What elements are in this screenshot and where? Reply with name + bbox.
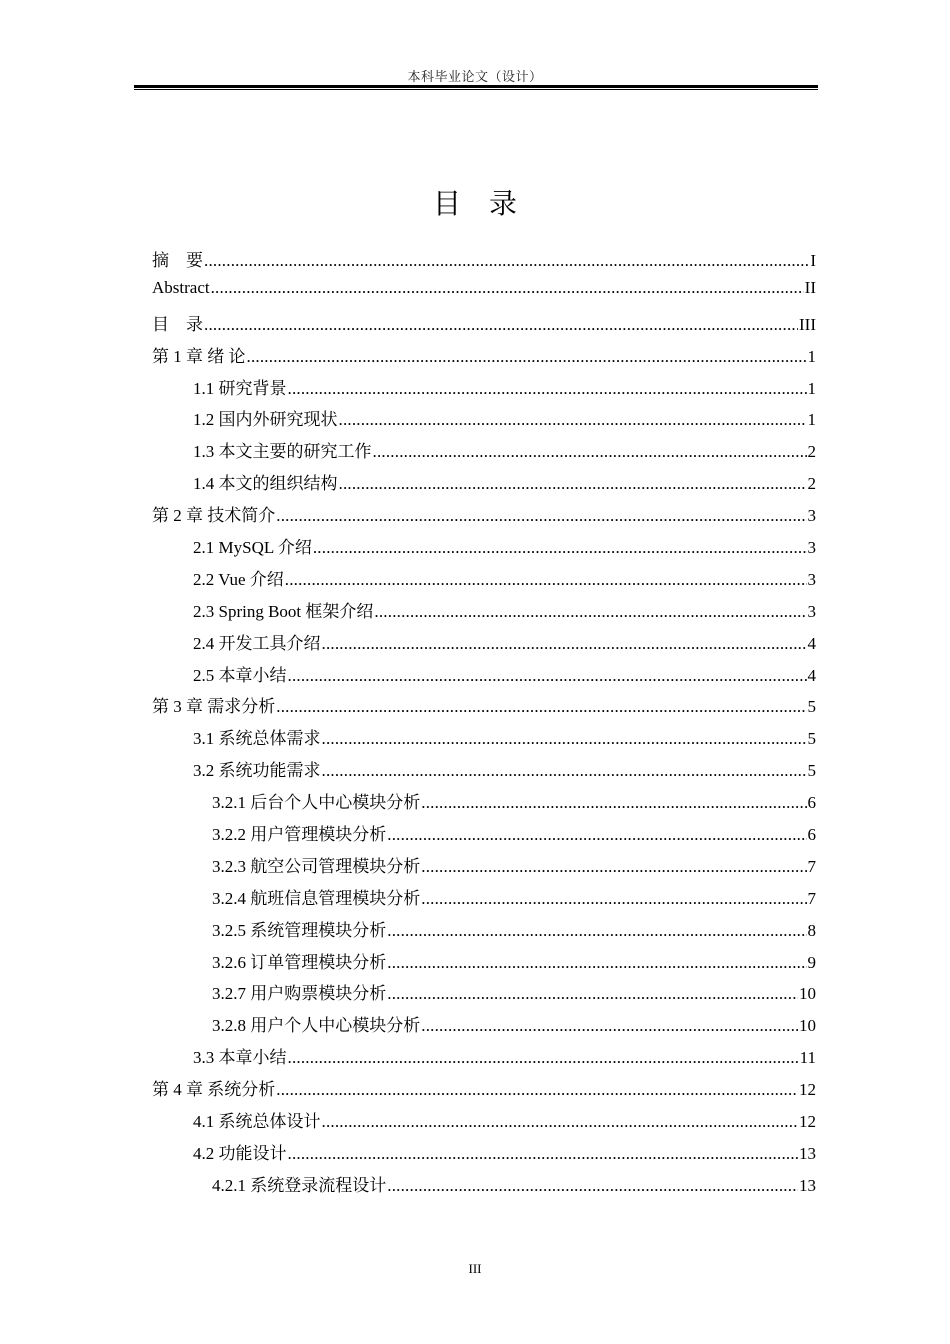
toc-dot-leader: [322, 1112, 799, 1132]
toc-entry-label: 3.2.2 用户管理模块分析: [212, 825, 387, 845]
toc-entry[interactable]: [152, 437, 816, 469]
toc-entry-page: 6: [807, 793, 816, 813]
toc-entry-label: 4.2.1 系统登录流程设计: [212, 1175, 387, 1195]
toc-dot-leader: [421, 889, 806, 909]
title-char-2: 录: [489, 189, 518, 220]
toc-entry-page: 3: [807, 601, 816, 621]
toc-dot-leader: [276, 697, 806, 717]
toc-entry[interactable]: [152, 756, 816, 788]
toc-entry-label: 3.3 本章小结: [193, 1048, 287, 1068]
toc-entry-label: 2.2 Vue 介绍: [193, 569, 284, 589]
toc-dot-leader: [276, 1080, 798, 1100]
toc-entry-page: 3: [807, 506, 816, 526]
title-char-1: 目: [432, 189, 461, 220]
toc-entry-label: 3.2.1 后台个人中心模块分析: [212, 793, 421, 813]
toc-entry[interactable]: [152, 661, 816, 693]
toc-entry-page: 13: [799, 1175, 816, 1195]
toc-dot-leader: [339, 474, 807, 494]
toc-entry-page: II: [804, 277, 816, 297]
toc-dot-leader: [211, 278, 804, 298]
toc-dot-leader: [373, 442, 807, 462]
toc-entry[interactable]: [152, 1043, 816, 1075]
toc-entry-label: 3.2.5 系统管理模块分析: [212, 920, 387, 940]
toc-entry[interactable]: [152, 533, 816, 565]
toc-entry-page: 5: [807, 697, 816, 717]
toc-entry-page: 7: [807, 856, 816, 876]
toc-entry-label: 3.2.7 用户购票模块分析: [212, 984, 387, 1004]
toc-dot-leader: [387, 984, 798, 1004]
toc-entry[interactable]: [152, 1139, 816, 1171]
toc-entry[interactable]: [152, 820, 816, 852]
toc-dot-leader: [288, 1048, 799, 1068]
toc-dot-leader: [339, 410, 807, 430]
toc-dot-leader: [322, 761, 807, 781]
header-rule: [134, 85, 818, 88]
toc-entry-label: 3.1 系统总体需求: [193, 729, 321, 749]
toc-dot-leader: [387, 921, 806, 941]
toc-entry-page: 12: [799, 1112, 816, 1132]
toc-entry[interactable]: [152, 278, 816, 310]
toc-entry-label: 第 1 章 绪 论: [152, 346, 246, 366]
header-rule-thin: [134, 89, 818, 90]
running-header: 本科毕业论文（设计）: [407, 69, 543, 84]
toc-entry-page: 12: [799, 1080, 816, 1100]
toc-dot-leader: [313, 538, 807, 558]
toc-entry[interactable]: [152, 948, 816, 980]
toc-entry[interactable]: [152, 501, 816, 533]
toc-entry-label: 1.3 本文主要的研究工作: [193, 442, 372, 462]
toc-entry-label: 3.2.3 航空公司管理模块分析: [212, 856, 421, 876]
toc-entry-page: 3: [807, 569, 816, 589]
toc-entry-label: 2.4 开发工具介绍: [193, 633, 321, 653]
toc-dot-leader: [276, 506, 806, 526]
toc-entry[interactable]: [152, 852, 816, 884]
toc-entry-label: 1.2 国内外研究现状: [193, 410, 338, 430]
toc-entry-label: 1.4 本文的组织结构: [193, 474, 338, 494]
toc-entry[interactable]: [152, 692, 816, 724]
toc-dot-leader: [288, 379, 807, 399]
toc-entry-page: 5: [807, 729, 816, 749]
toc-entry-page: 11: [799, 1048, 816, 1068]
toc-dot-leader: [288, 666, 807, 686]
toc-entry[interactable]: [152, 1075, 816, 1107]
toc-entry-page: III: [799, 314, 816, 334]
toc-entry-label: 第 2 章 技术简介: [152, 506, 276, 526]
table-of-contents: [152, 246, 816, 1203]
toc-dot-leader: [421, 1016, 798, 1036]
toc-entry-label: 2.1 MySQL 介绍: [193, 538, 312, 558]
toc-entry-label: 第 4 章 系统分析: [152, 1080, 276, 1100]
toc-entry[interactable]: [152, 979, 816, 1011]
toc-entry-label: 3.2.4 航班信息管理模块分析: [212, 888, 421, 908]
toc-entry[interactable]: [152, 469, 816, 501]
toc-entry[interactable]: [152, 405, 816, 437]
toc-entry-label: 3.2.6 订单管理模块分析: [212, 952, 387, 972]
toc-entry-page: 10: [799, 984, 816, 1004]
toc-entry[interactable]: [152, 246, 816, 278]
toc-entry[interactable]: [152, 597, 816, 629]
toc-dot-leader: [204, 251, 809, 271]
toc-entry[interactable]: [152, 916, 816, 948]
toc-entry-label: Abstract: [152, 277, 210, 297]
toc-entry-page: 1: [807, 410, 816, 430]
toc-dot-leader: [322, 634, 807, 654]
toc-entry-label: 4.2 功能设计: [193, 1143, 287, 1163]
toc-entry[interactable]: [152, 565, 816, 597]
toc-entry-label: 1.1 研究背景: [193, 378, 287, 398]
toc-dot-leader: [387, 825, 806, 845]
toc-entry[interactable]: [152, 342, 816, 374]
toc-entry-label: 3.2 系统功能需求: [193, 761, 321, 781]
toc-dot-leader: [387, 953, 806, 973]
toc-entry[interactable]: [152, 724, 816, 756]
toc-dot-leader: [288, 1144, 799, 1164]
toc-entry-page: 7: [807, 888, 816, 908]
toc-entry-label: 2.5 本章小结: [193, 665, 287, 685]
toc-entry-label: 第 3 章 需求分析: [152, 697, 276, 717]
toc-entry[interactable]: [152, 1107, 816, 1139]
toc-dot-leader: [387, 1176, 798, 1196]
toc-entry-page: 13: [799, 1143, 816, 1163]
toc-entry[interactable]: [152, 788, 816, 820]
toc-entry-page: 8: [807, 920, 816, 940]
toc-dot-leader: [421, 793, 806, 813]
toc-entry-page: 4: [807, 665, 816, 685]
toc-entry[interactable]: [152, 1011, 816, 1043]
toc-entry-page: 3: [807, 538, 816, 558]
toc-dot-leader: [285, 570, 807, 590]
toc-entry-page: 9: [807, 952, 816, 972]
toc-dot-leader: [247, 347, 807, 367]
toc-entry-label: 4.1 系统总体设计: [193, 1112, 321, 1132]
toc-entry-page: 2: [807, 442, 816, 462]
toc-dot-leader: [322, 729, 807, 749]
toc-entry-page: 4: [807, 633, 816, 653]
toc-entry-label: 3.2.8 用户个人中心模块分析: [212, 1016, 421, 1036]
toc-entry-page: I: [810, 251, 816, 270]
toc-entry-label: 2.3 Spring Boot 框架介绍: [193, 601, 374, 621]
page-number: III: [468, 1261, 482, 1276]
toc-dot-leader: [421, 857, 806, 877]
toc-entry[interactable]: [152, 374, 816, 406]
toc-entry-label: 摘 要: [152, 251, 203, 270]
toc-entry-page: 1: [807, 378, 816, 398]
toc-entry-page: 6: [807, 825, 816, 845]
toc-dot-leader: [374, 602, 806, 622]
toc-entry-page: 1: [807, 346, 816, 366]
toc-entry-page: 2: [807, 474, 816, 494]
page-title: [0, 182, 950, 222]
toc-entry[interactable]: [152, 1171, 816, 1203]
toc-entry-page: 5: [807, 761, 816, 781]
toc-entry-label: 目 录: [152, 314, 203, 334]
toc-entry[interactable]: [152, 884, 816, 916]
toc-entry[interactable]: [152, 629, 816, 661]
toc-entry-page: 10: [799, 1016, 816, 1036]
toc-dot-leader: [204, 315, 798, 335]
toc-entry[interactable]: [152, 310, 816, 342]
